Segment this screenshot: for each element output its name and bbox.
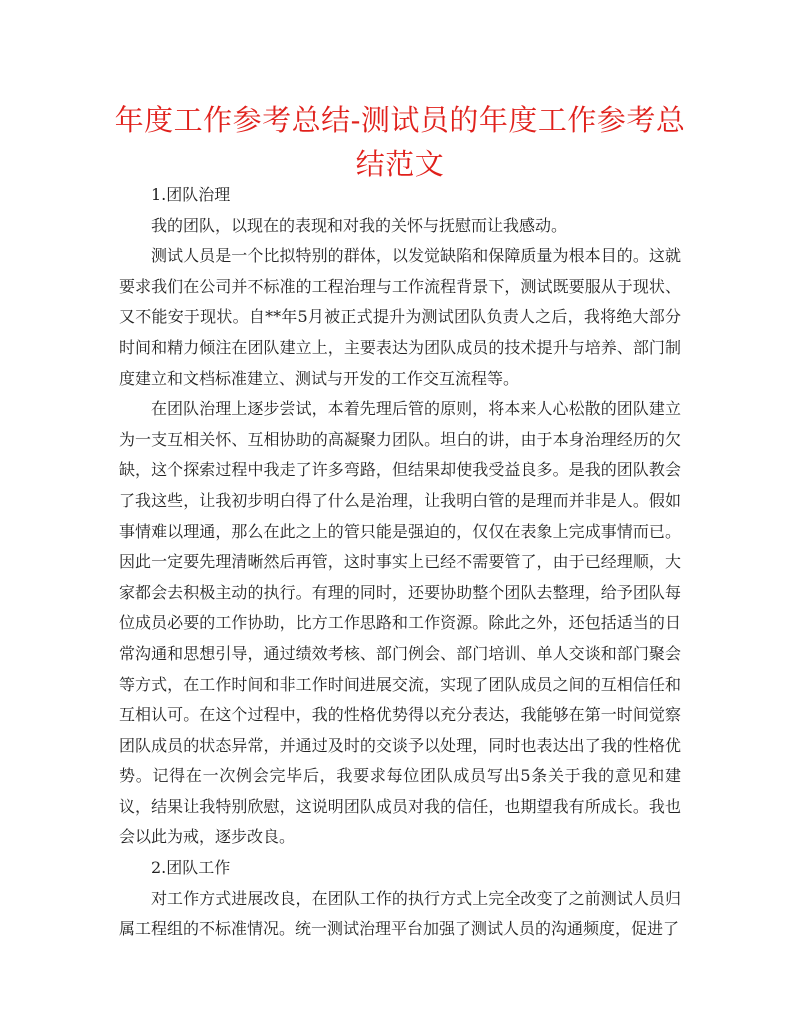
paragraph: 我的团队，以现在的表现和对我的关怀与抚慰而让我感动。 [151,215,568,235]
section-heading-team-work: 2.团队工作 [151,858,231,878]
document-body [119,180,681,945]
paragraph: 测试人员是一个比拟特别的群体，以发觉缺陷和保障质量为根本目的。这就要求我们在公司并不标准的工程治理与工作流程背景下，测试既要服从于现状、又不能安于现状。自**年5月被正式提升为测试团队负责人之后，我将绝大部分时间和精力倾注在团队建立上，主要表达为团队成员的技术提升与培养、部门制度建立和文档标准建立、测试与开发的工作交互流程等。 [119,246,681,388]
document-title: 年度工作参考总结-测试员的年度工作参考总结范文 [114,103,686,181]
paragraph: 在团队治理上逐步尝试，本着先理后管的原则，将本来人心松散的团队建立为一支互相关怀、互相协助的高凝聚力团队。坦白的讲，由于本身治理经历的欠缺，这个探索过程中我走了许多弯路，但结果却使我受益良多。是我的团队教会了我这些，让我初步明白得了什么是治理，让我明白管的是理而并非是人。假如事情难以理通，那么在此之上的管只能是强迫的，仅仅在表象上完成事情而已。因此一定要先理清晰然后再管，这时事实上已经不需要管了，由于已经理顺，大家都会去积极主动的执行。有理的同时，还要协助整个团队去整理，给予团队每位成员必要的工作协助，比方工作思路和工作资源。除此之外，还包括适当的日常沟通和思想引导，通过绩效考核、部门例会、部门培训、单人交谈和部门聚会等方式，在工作时间和非工作时间进展交流，实现了团队成员之间的互相信任和互相认可。在这个过程中，我的性格优势得以充分表达，我能够在第一时间觉察团队成员的状态异常，并通过及时的交谈予以处理，同时也表达出了我的性格优势。记得在一次例会完毕后，我要求每位团队成员写出5条关于我的意见和建议，结果让我特别欣慰，这说明团队成员对我的信任，也期望我有所成长。我也会以此为戒，逐步改良。 [119,399,681,847]
paragraph: 对工作方式进展改良，在团队工作的执行方式上完全改变了之前测试人员归属工程组的不标准情况。统一测试治理平台加强了测试人员的沟通频度，促进了 [119,888,681,939]
section-heading-team-management: 1.团队治理 [151,185,231,204]
